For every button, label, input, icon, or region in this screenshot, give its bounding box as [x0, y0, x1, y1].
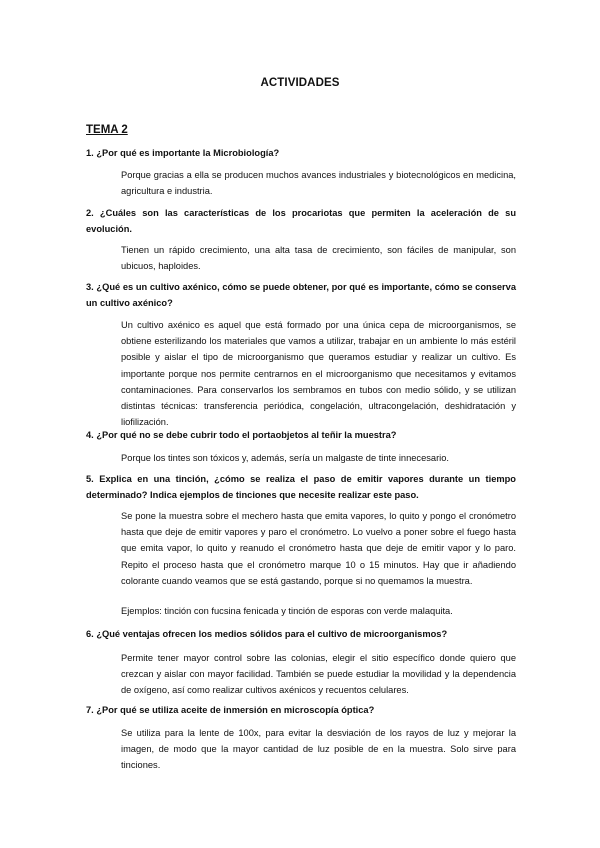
question-5: 5. Explica en una tinción, ¿cómo se realiza el paso de emitir vapores durante un tiempo determinado? Indica ejemplos de tinciones que necesite realizar este paso. — [86, 474, 516, 500]
section-heading: TEMA 2 — [86, 124, 128, 136]
question-7: 7. ¿Por qué se utiliza aceite de inmersión en microscopía óptica? — [86, 705, 375, 715]
question-4: 4. ¿Por qué no se debe cubrir todo el portaobjetos al teñir la muestra? — [86, 430, 397, 440]
answer-4: Porque los tintes son tóxicos y, además, sería un malgaste de tinte innecesario. — [121, 453, 449, 463]
answer-1: Porque gracias a ella se producen muchos avances industriales y biotecnológicos en medicina, agricultura e industria. — [121, 170, 516, 197]
answer-7: Se utiliza para la lente de 100x, para evitar la desviación de los rayos de luz y mejorar la imagen, de modo que la mayor cantidad de luz posible de en la muestra. Solo sirve para tinciones. — [121, 728, 516, 771]
question-6: 6. ¿Qué ventajas ofrecen los medios sólidos para el cultivo de microorganismos? — [86, 629, 448, 639]
question-2: 2. ¿Cuáles son las características de los procariotas que permiten la aceleración de su evolución. — [86, 208, 516, 234]
question-3: 3. ¿Qué es un cultivo axénico, cómo se puede obtener, por qué es importante, cómo se conserva un cultivo axénico? — [86, 282, 516, 308]
answer-5: Se pone la muestra sobre el mechero hasta que emita vapores, lo quito y pongo el cronómetro hasta que deje de emitir vapores y paro el cronómetro. Lo vuelvo a poner sobre el fuego hasta que emita vapor, lo quito y reanudo el cronómetro hasta que deje de emitir vapor y lo paro. Repito el proceso hasta que el cronómetro marque 10 o 15 minutos. Hay que ir añadiendo colorante cuando veamos que se está gastando, porque si no quemamos la muestra. — [121, 511, 516, 586]
page-title: ACTIVIDADES — [260, 77, 340, 89]
answer-6: Permite tener mayor control sobre las colonias, elegir el sitio específico donde quiero que crezcan y aislar con mayor facilidad. También se puede estudiar la movilidad y la dependencia de oxígeno, así como realizar cultivos axénicos y recuentos celulares. — [121, 653, 516, 696]
answer-5-examples: Ejemplos: tinción con fucsina fenicada y tinción de esporas con verde malaquita. — [121, 606, 453, 616]
answer-3: Un cultivo axénico es aquel que está formado por una única cepa de microorganismos, se obtiene esterilizando los materiales que vamos a utilizar, trabajar en un ambiente lo más estéril posible y aislar el tipo de microorganismo que queramos estudiar y realizar un cultivo. Es importante porque nos permite centrarnos en el microorganismo que necesitamos y evitamos contaminaciones. Para conservarlos los sembramos en tubos con medio sólido, y se utilizan distintas técnicas: transferencia periódica, congelación, ultracongelación, deshidratación y liofilización. — [121, 320, 516, 428]
answer-2: Tienen un rápido crecimiento, una alta tasa de crecimiento, son fáciles de manipular, son ubicuos, haploides. — [121, 245, 516, 272]
question-1: 1. ¿Por qué es importante la Microbiología? — [86, 148, 280, 158]
